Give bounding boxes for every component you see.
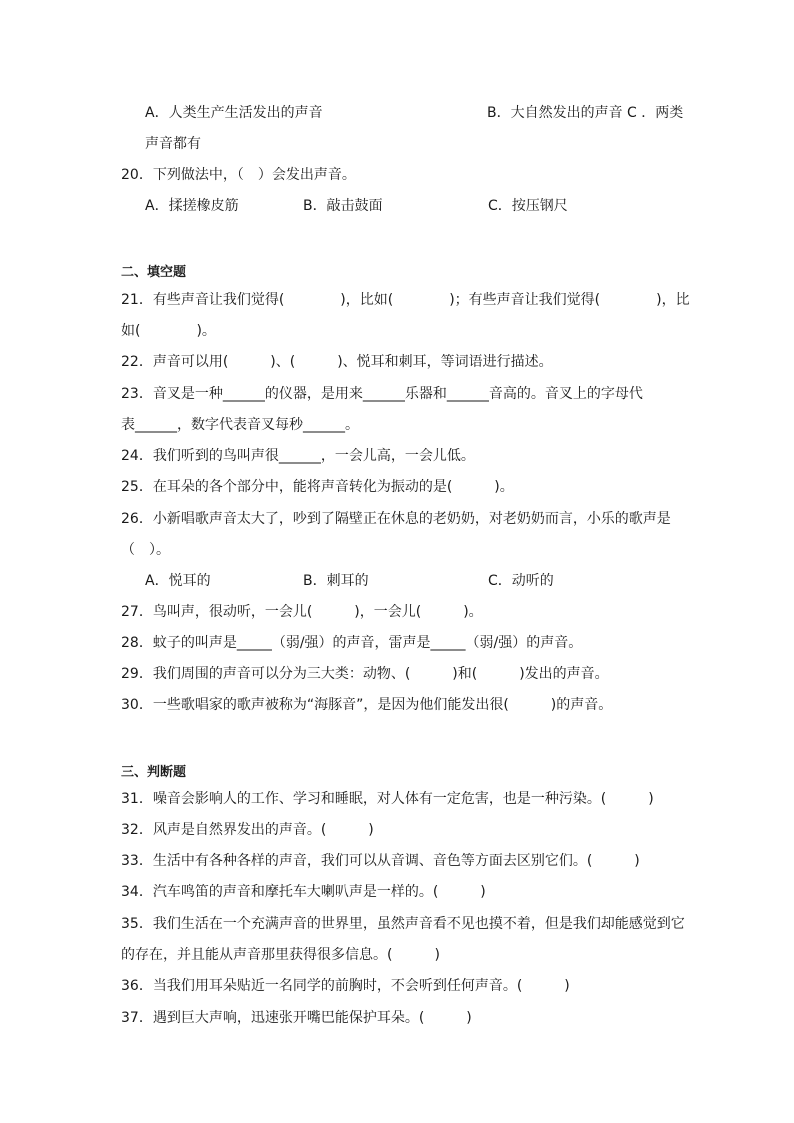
q23-text-1: 23．音叉是一种______的仪器，是用来______乐器和______音高的。音叉上的字母代 [121, 386, 643, 402]
q22: 22．声音可以用( )、( )、悦耳和刺耳，等词语进行描述。 [121, 354, 553, 370]
q25: 25．在耳朵的各个部分中，能将声音转化为振动的是( )。 [121, 479, 514, 495]
q33: 33．生活中有各种各样的声音，我们可以从音调、音色等方面去区别它们。( ) [121, 853, 640, 869]
q21-line-1 [121, 290, 690, 310]
section-title-true-false: 三、判断题 [121, 765, 187, 780]
q20-option-c: C．按压钢尺 [488, 198, 568, 214]
q19-option-a: A．人类生产生活发出的声音 [145, 105, 323, 121]
q26-line-1 [121, 509, 671, 529]
q26-option-c: C．动听的 [488, 573, 554, 589]
q21-text-1: 21．有些声音让我们觉得( )，比如( )；有些声音让我们觉得( )，比 [121, 292, 690, 308]
q37: 37．遇到巨大声响，迅速张开嘴巴能保护耳朵。( ) [121, 1010, 472, 1026]
q34: 34．汽车鸣笛的声音和摩托车大喇叭声是一样的。( ) [121, 884, 486, 900]
q21-line-2: 如( )。 [121, 323, 216, 339]
q26-option-b: B．刺耳的 [303, 573, 369, 589]
q20-option-a: A．揉搓橡皮筋 [145, 198, 239, 214]
q35-line-2: 的存在，并且能从声音那里获得很多信息。( ) [121, 947, 440, 963]
q35-line-1 [121, 914, 685, 934]
q29: 29．我们周围的声音可以分为三大类：动物、( )和( )发出的声音。 [121, 666, 609, 682]
q27: 27．鸟叫声，很动听，一会儿( )，一会儿( )。 [121, 604, 483, 620]
q20-option-b: B．敲击鼓面 [303, 198, 383, 214]
q23-line-1 [121, 384, 643, 404]
q26-option-a: A．悦耳的 [145, 573, 211, 589]
q32: 32．风声是自然界发出的声音。( ) [121, 822, 374, 838]
q20-stem: 20．下列做法中，（ ）会发出声音。 [121, 167, 356, 183]
q19-option-b-c: B．大自然发出的声音 C ．两类 [487, 105, 684, 121]
q26-line-2: （ ）。 [121, 542, 170, 558]
q30: 30．一些歌唱家的歌声被称为“海豚音”，是因为他们能发出很( )的声音。 [121, 697, 613, 713]
q26-text-1: 26．小新唱歌声音太大了，吵到了隔壁正在休息的老奶奶，对老奶奶而言，小乐的歌声是 [121, 511, 671, 527]
q35-text-1: 35．我们生活在一个充满声音的世界里，虽然声音看不见也摸不着，但是我们却能感觉到它 [121, 916, 685, 932]
q24: 24．我们听到的鸟叫声很______，一会儿高，一会儿低。 [121, 448, 475, 464]
q23-line-2: 表______，数字代表音叉每秒______。 [121, 417, 359, 433]
q19-option-c-continued: 声音都有 [145, 136, 201, 152]
q28: 28．蚊子的叫声是_____（弱/强）的声音，雷声是_____（弱/强）的声音。 [121, 635, 583, 651]
q36: 36．当我们用耳朵贴近一名同学的前胸时，不会听到任何声音。( ) [121, 978, 570, 994]
section-title-fill-in: 二、填空题 [121, 265, 187, 280]
q31: 31．噪音会影响人的工作、学习和睡眠，对人体有一定危害，也是一种污染。( ) [121, 791, 654, 807]
